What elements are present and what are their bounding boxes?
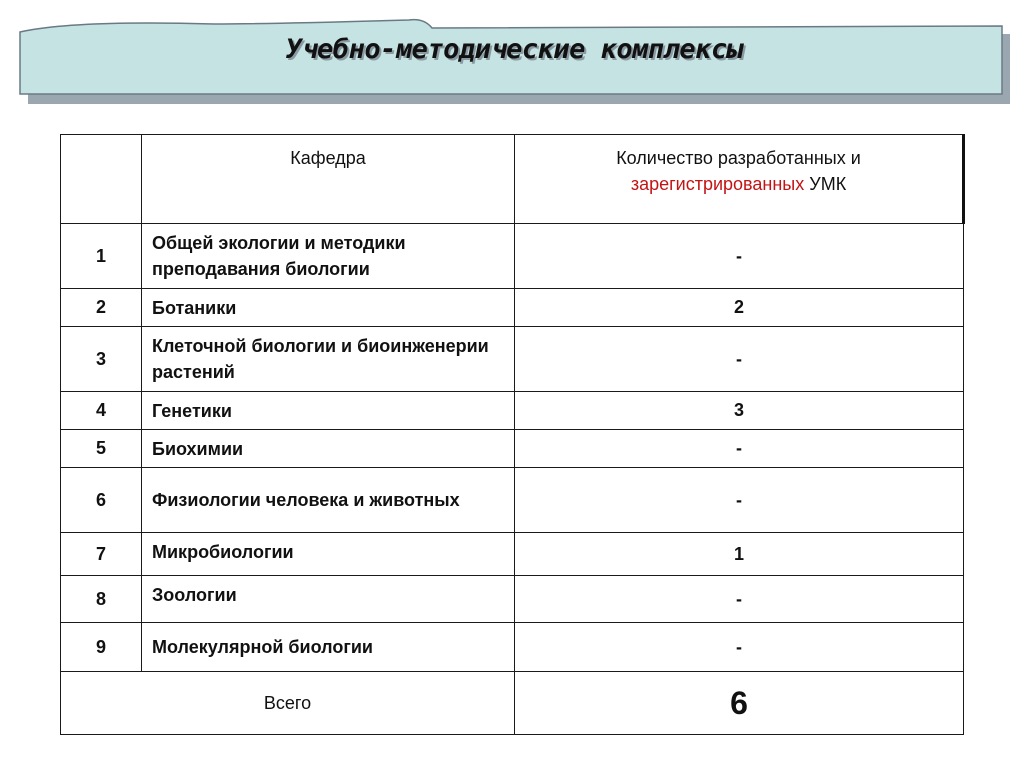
table-total-row [61,672,964,735]
row-department: Биохимии [142,430,515,468]
table-row [61,623,964,672]
row-num: 6 [61,468,142,533]
row-count: - [515,430,964,468]
row-num: 1 [61,224,142,289]
row-num: 5 [61,430,142,468]
table-row [61,289,964,327]
row-count: - [515,468,964,533]
umk-table [60,134,965,735]
row-department: Клеточной биологии и биоинженерии растений [142,327,515,392]
table-row [61,576,964,623]
row-department: Микробиологии [142,533,515,576]
row-num: 3 [61,327,142,392]
header-department: Кафедра [142,135,515,224]
row-num: 8 [61,576,142,623]
total-value: 6 [515,672,964,735]
row-department: Зоологии [142,576,515,623]
table-row [61,327,964,392]
row-count: 3 [515,392,964,430]
row-count: - [515,224,964,289]
table-row [61,224,964,289]
table-row [61,533,964,576]
header-count-part1: Количество разработанных и [616,148,861,168]
row-department: Ботаники [142,289,515,327]
row-count: 2 [515,289,964,327]
row-num: 2 [61,289,142,327]
row-count: - [515,576,964,623]
row-num: 7 [61,533,142,576]
table-header-row [61,135,964,224]
total-label: Всего [61,672,515,735]
row-department: Физиологии человека и животных [142,468,515,533]
row-department: Общей экологии и методики преподавания биологии [142,224,515,289]
page-title: Учебно-методические комплексы [285,34,743,65]
table-row [61,392,964,430]
header-count [515,135,964,224]
row-count: - [515,327,964,392]
row-num: 9 [61,623,142,672]
header-count-highlight: зарегистрированных [630,174,805,194]
table-row [61,430,964,468]
row-count: 1 [515,533,964,576]
row-department: Генетики [142,392,515,430]
header-count-part2: УМК [809,174,847,194]
row-num: 4 [61,392,142,430]
header-num-cell [61,135,142,224]
row-count: - [515,623,964,672]
table-row [61,468,964,533]
title-banner [14,14,1010,100]
row-department: Молекулярной биологии [142,623,515,672]
